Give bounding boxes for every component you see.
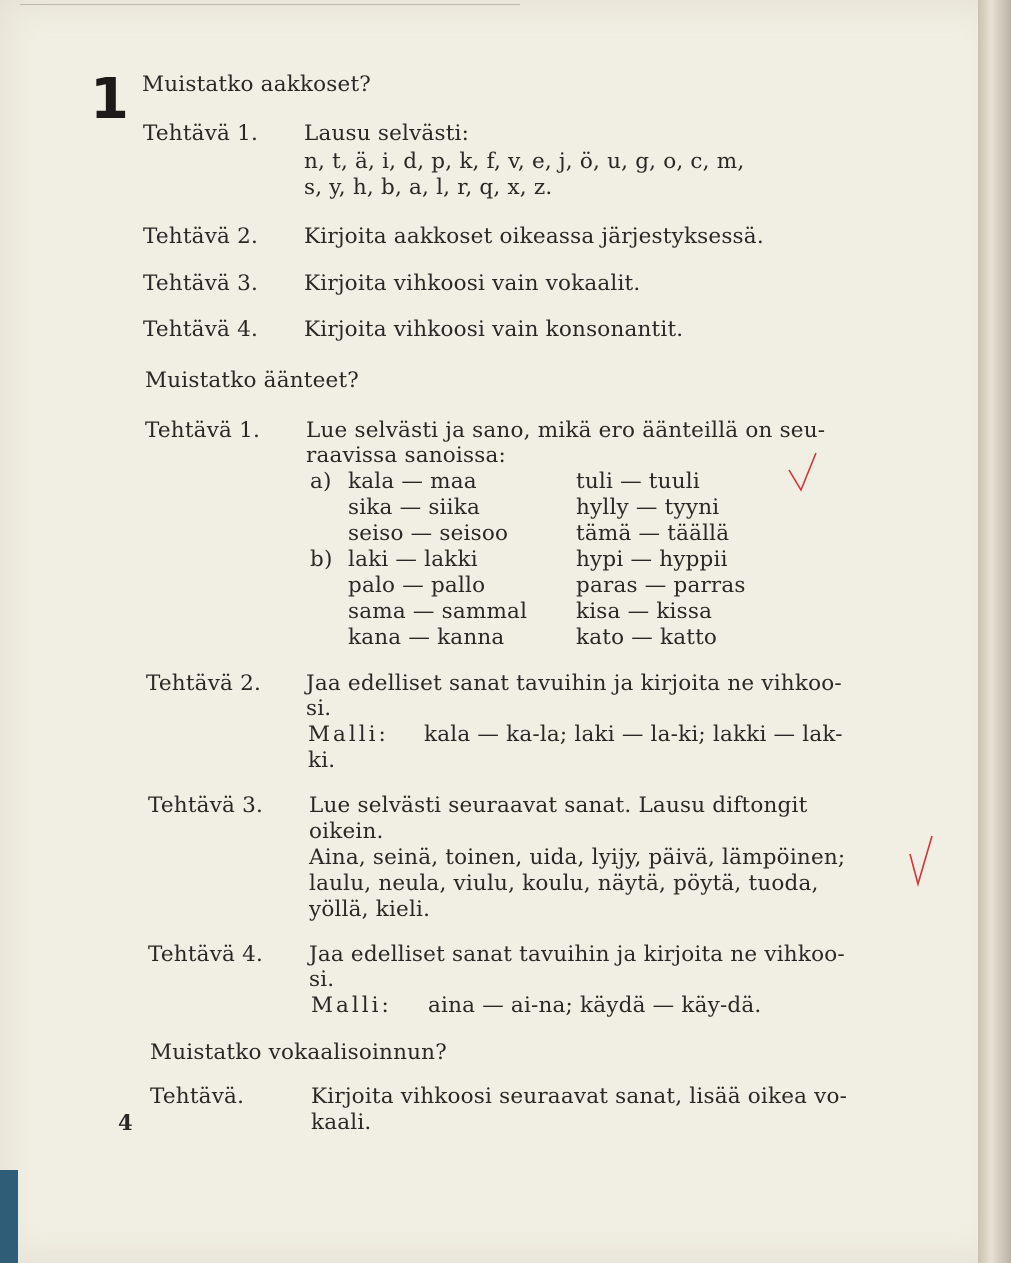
word-pair: sama — sammal <box>348 599 528 624</box>
word-pair: kala — maa <box>348 469 477 494</box>
word-pair: laki — lakki <box>348 547 478 572</box>
task-label: Tehtävä 3. <box>143 271 259 296</box>
task-text: si. <box>309 967 335 992</box>
page-edge <box>978 0 1011 1263</box>
task-text: Kirjoita vihkoosi seuraavat sanat, lisää oikea vo- <box>311 1084 848 1109</box>
word-pair: hylly — tyyni <box>576 495 720 520</box>
top-rule <box>20 4 520 5</box>
check-mark-icon <box>906 832 936 888</box>
word-pair: paras — parras <box>576 573 746 598</box>
model-text: ki. <box>308 748 336 773</box>
task-label: Tehtävä 4. <box>143 317 259 342</box>
model-text: aina — ai-na; käydä — käy-dä. <box>428 993 762 1018</box>
task-text: Aina, seinä, toinen, uida, lyijy, päivä, lämpöinen; <box>309 845 846 870</box>
section-heading-vowel-harmony: Muistatko vokaalisoinnun? <box>150 1040 447 1065</box>
task-text: Lue selvästi ja sano, mikä ero äänteillä on seu- <box>306 418 826 443</box>
task-text: Kirjoita aakkoset oikeassa järjestyksessä. <box>304 224 764 249</box>
list-marker: a) <box>310 469 332 494</box>
task-label: Tehtävä 2. <box>146 671 262 696</box>
task-text: Jaa edelliset sanat tavuihin ja kirjoita ne vihkoo- <box>309 942 845 967</box>
word-pair: palo — pallo <box>348 573 486 598</box>
task-text: kaali. <box>311 1110 372 1135</box>
task-text: Kirjoita vihkoosi vain konsonantit. <box>304 317 684 342</box>
word-pair: sika — siika <box>348 495 480 520</box>
word-pair: hypi — hyppii <box>576 547 728 572</box>
model-text: kala — ka-la; laki — la-ki; lakki — lak- <box>424 722 843 747</box>
task-label: Tehtävä. <box>150 1084 245 1109</box>
list-marker: b) <box>310 547 333 572</box>
task-text: Lue selvästi seuraavat sanat. Lausu diftongit <box>309 793 808 818</box>
word-pair: kana — kanna <box>348 625 505 650</box>
task-text: Jaa edelliset sanat tavuihin ja kirjoita ne vihkoo- <box>306 671 842 696</box>
word-pair: kisa — kissa <box>576 599 713 624</box>
task-text: s, y, h, b, a, l, r, q, x, z. <box>304 175 553 200</box>
page-number: 4 <box>118 1110 133 1135</box>
check-mark-icon <box>786 450 820 494</box>
task-label: Tehtävä 1. <box>145 418 261 443</box>
task-label: Tehtävä 2. <box>143 224 259 249</box>
task-text: laulu, neula, viulu, koulu, näytä, pöytä, tuoda, <box>309 871 819 896</box>
task-text: oikein. <box>309 819 384 844</box>
word-pair: tuli — tuuli <box>576 469 700 494</box>
section-heading-alphabet: Muistatko aakkoset? <box>142 72 372 97</box>
chapter-number: 1 <box>90 67 129 132</box>
model-label: Malli: <box>311 993 392 1018</box>
task-text: yöllä, kieli. <box>309 897 431 922</box>
word-pair: seiso — seisoo <box>348 521 509 546</box>
section-heading-sounds: Muistatko äänteet? <box>145 368 360 393</box>
task-label: Tehtävä 1. <box>143 121 259 146</box>
task-label: Tehtävä 4. <box>148 942 264 967</box>
task-text: si. <box>306 696 332 721</box>
word-pair: tämä — täällä <box>576 521 730 546</box>
cover-edge <box>0 1170 18 1263</box>
word-pair: kato — katto <box>576 625 718 650</box>
task-text: Kirjoita vihkoosi vain vokaalit. <box>304 271 641 296</box>
task-text: n, t, ä, i, d, p, k, f, v, e, j, ö, u, g, o, c, m, <box>304 149 745 174</box>
model-label: Malli: <box>308 722 389 747</box>
task-text: raavissa sanoissa: <box>306 443 506 468</box>
task-text: Lausu selvästi: <box>304 121 470 146</box>
task-label: Tehtävä 3. <box>148 793 264 818</box>
